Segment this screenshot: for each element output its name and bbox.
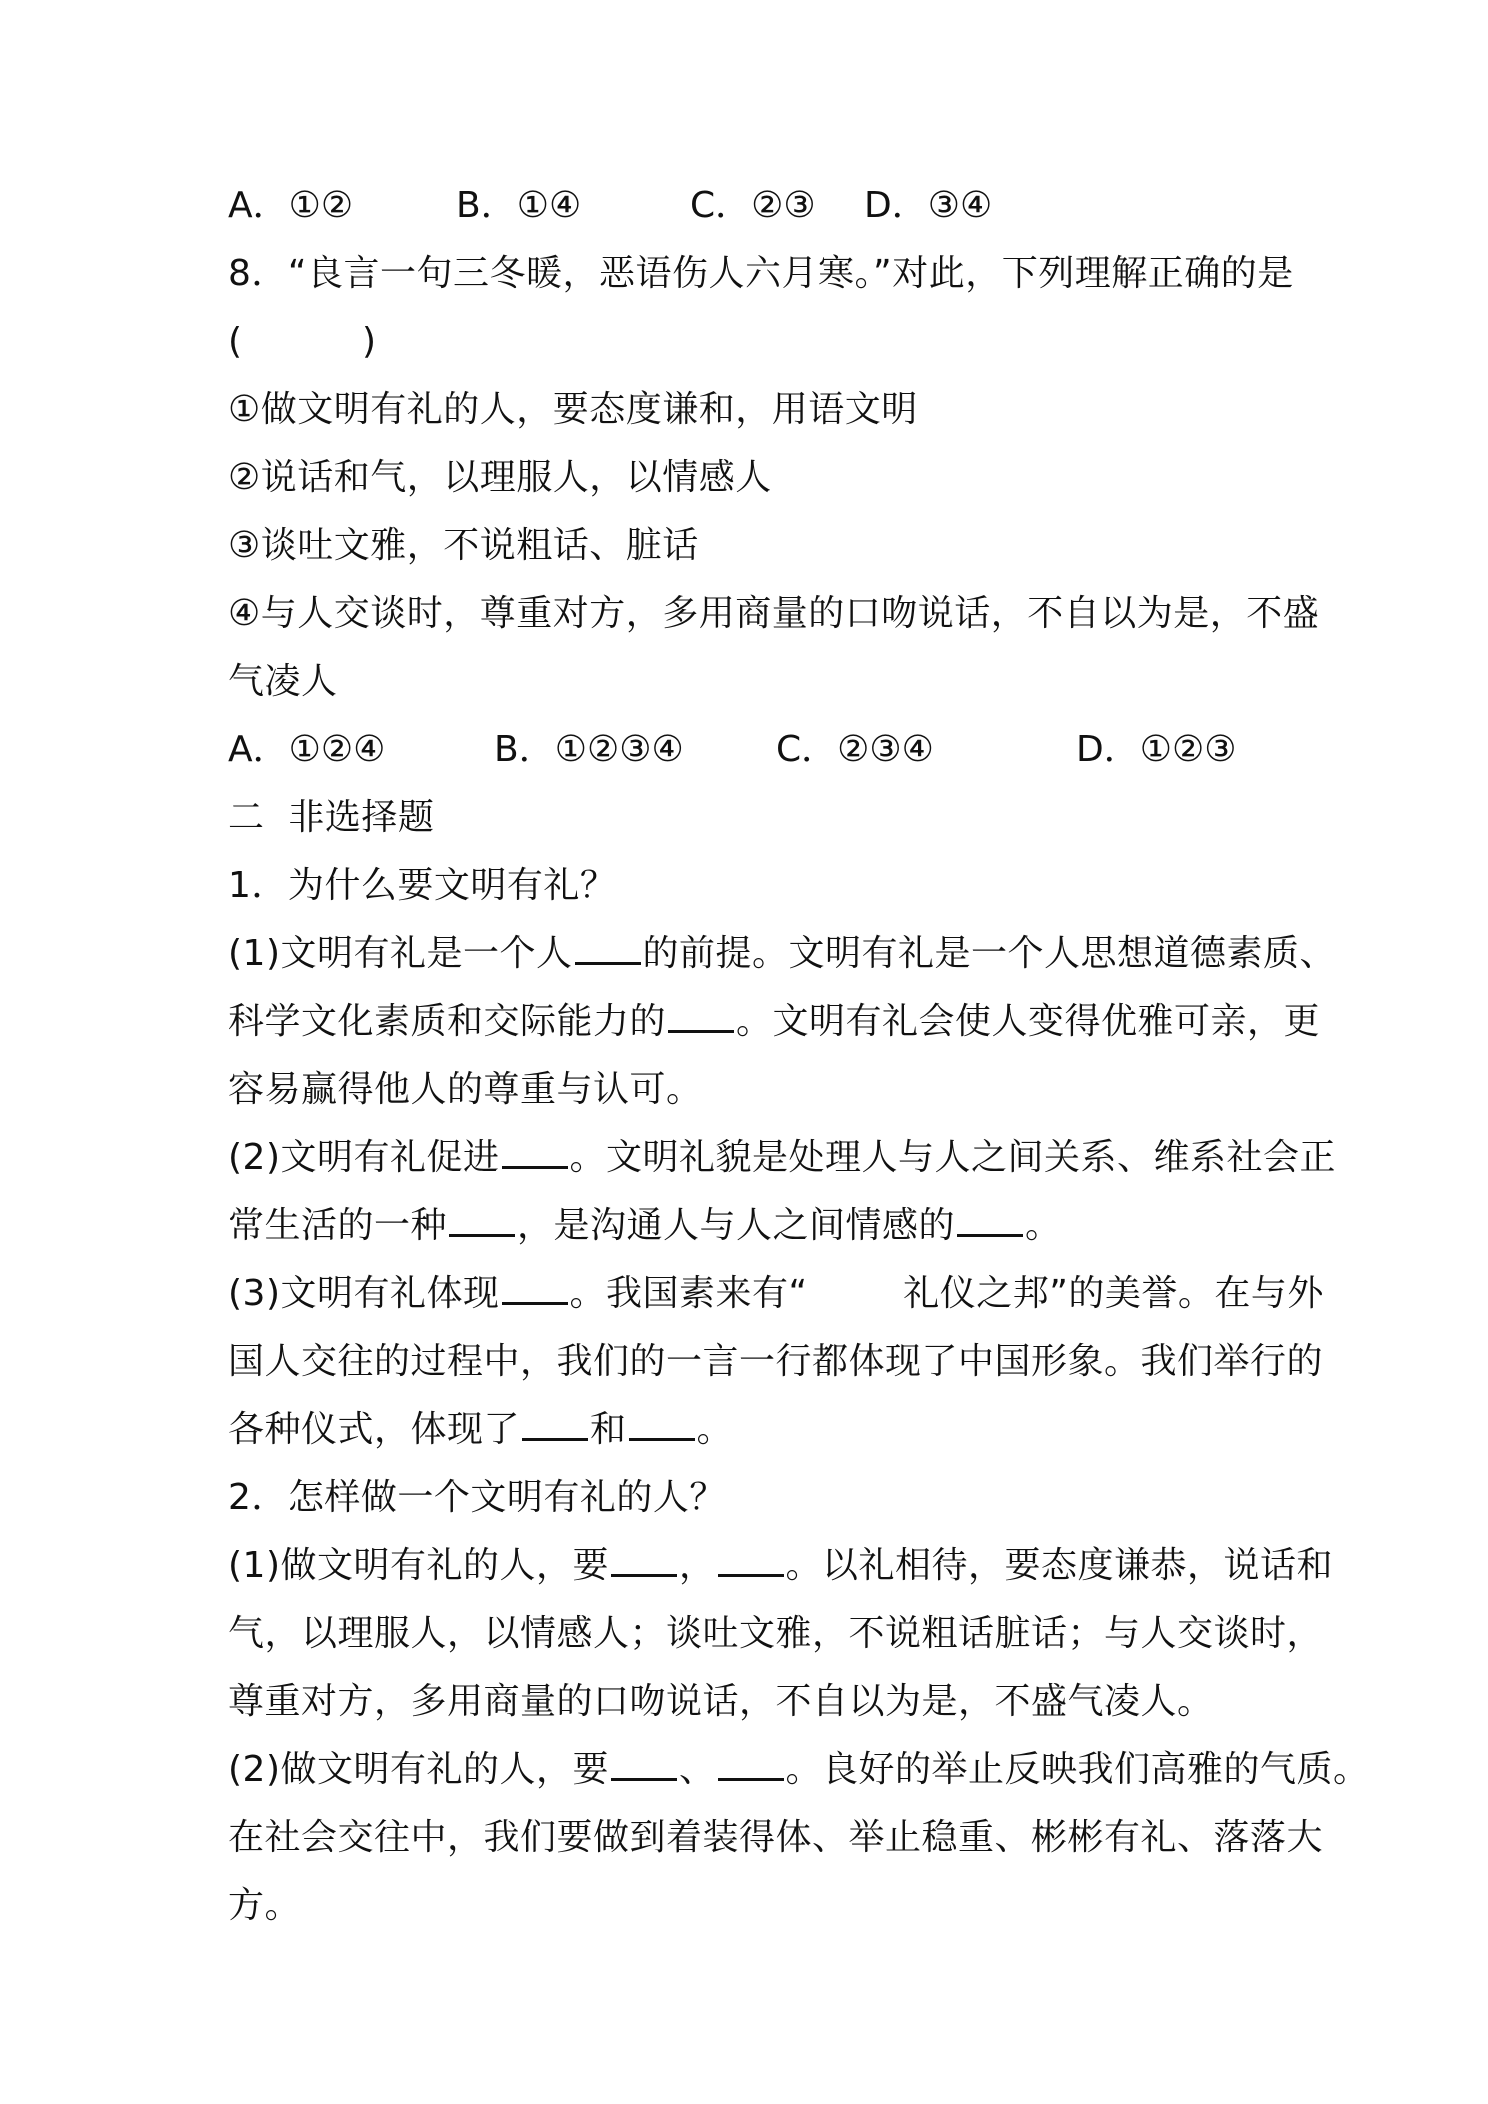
text-segment: 。良好的举止反映我们高雅的气质。: [785, 1749, 1370, 1790]
text-segment: (2)文明有礼促进: [228, 1137, 500, 1178]
answer-blank: [502, 1136, 568, 1169]
s2q1-p2-line2: [228, 1204, 1288, 1248]
s2q2-p2-line2: 在社会交往中，我们要做到着装得体、举止稳重、彬彬有礼、落落大: [228, 1817, 1324, 1858]
answer-blank: [522, 1408, 588, 1441]
text-segment: (2)做文明有礼的人，要: [228, 1749, 609, 1790]
s2q1-p2-line1: [228, 1136, 1337, 1180]
text-segment: (3)文明有礼体现: [228, 1273, 500, 1314]
answer-blank: [449, 1204, 515, 1237]
answer-blank: [502, 1272, 568, 1305]
answer-blank: [718, 1748, 784, 1781]
q8-item-1: ①做文明有礼的人，要态度谦和，用语文明: [228, 389, 918, 430]
s2q1-p1-line1: [228, 932, 1337, 976]
text-segment: 科学文化素质和交际能力的: [228, 1001, 667, 1042]
answer-blank: [957, 1204, 1023, 1237]
answer-blank: [668, 1000, 734, 1033]
section-heading: 二 非选择题: [228, 797, 435, 838]
answer-blank: [629, 1408, 695, 1441]
q8-stem-line1: 8．“良言一句三冬暖，恶语伤人六月寒。”对此，下列理解正确的是: [228, 253, 1294, 294]
text-segment: 。: [696, 1409, 734, 1450]
text-segment: 的前提。文明有礼是一个人思想道德素质、: [642, 933, 1337, 974]
text-segment: (1)做文明有礼的人，要: [228, 1545, 609, 1586]
s2q2-p2-line1: [228, 1748, 1370, 1792]
s2q2-p1-line1: [228, 1544, 1334, 1588]
text-segment: 常生活的一种: [228, 1205, 448, 1246]
text-segment: 、: [679, 1749, 716, 1790]
text-segment: ，: [679, 1545, 716, 1586]
q8-item-4-line1: ④与人交谈时，尊重对方，多用商量的口吻说话，不自以为是，不盛: [228, 593, 1320, 634]
s2q1-p3-line3: [228, 1408, 1288, 1452]
s2q2-p1-line3: 尊重对方，多用商量的口吻说话，不自以为是，不盛气凌人。: [228, 1681, 1214, 1722]
answer-blank: [718, 1544, 784, 1577]
text-segment: 。文明礼貌是处理人与人之间关系、维系社会正: [569, 1137, 1337, 1178]
q8-item-3: ③谈吐文雅，不说粗话、脏话: [228, 525, 699, 566]
s2q1-title: 1．为什么要文明有礼？: [228, 865, 617, 906]
q8-item-4-line2: 气凌人: [228, 661, 338, 702]
text-segment: 。: [1025, 1205, 1062, 1246]
q8-option-c: C．②③④: [776, 729, 934, 770]
s2q1-p1-line3: 容易赢得他人的尊重与认可。: [228, 1069, 703, 1110]
q8-option-b: B．①②③④: [494, 729, 684, 770]
answer-blank: [611, 1544, 677, 1577]
s2q1-p1-line2: [228, 1000, 1321, 1044]
answer-blank: [575, 932, 641, 965]
text-segment: ，是沟通人与人之间情感的: [517, 1205, 956, 1246]
s2q1-p3-line2: 国人交往的过程中，我们的一言一行都体现了中国形象。我们举行的: [228, 1341, 1324, 1382]
s2q2-p1-line2: 气，以理服人，以情感人；谈吐文雅，不说粗话脏话；与人交谈时，: [228, 1613, 1324, 1654]
q8-stem-line2: ( ): [228, 321, 377, 362]
q7-option-a: A．①②: [228, 185, 354, 226]
s2q2-title: 2．怎样做一个文明有礼的人？: [228, 1477, 726, 1518]
q7-option-d: D．③④: [864, 185, 993, 226]
q7-option-c: C．②③: [690, 185, 816, 226]
q8-option-d: D．①②③: [1076, 729, 1237, 770]
answer-blank: [611, 1748, 677, 1781]
s2q2-p2-line3: 方。: [228, 1885, 302, 1926]
text-segment: 各种仪式，体现了: [228, 1409, 521, 1450]
s2q1-p3-line1: [228, 1272, 1324, 1316]
text-segment: (1)文明有礼是一个人: [228, 933, 573, 974]
text-segment: 。以礼相待，要态度谦恭，说话和: [785, 1545, 1334, 1586]
q7-option-b: B．①④: [456, 185, 582, 226]
text-segment: 和: [590, 1409, 627, 1450]
q8-item-2: ②说话和气，以理服人，以情感人: [228, 457, 772, 498]
text-segment: 。我国素来有“ 礼仪之邦”的美誉。在与外: [569, 1273, 1324, 1314]
text-segment: 。文明有礼会使人变得优雅可亲，更: [736, 1001, 1321, 1042]
q8-option-a: A．①②④: [228, 729, 386, 770]
